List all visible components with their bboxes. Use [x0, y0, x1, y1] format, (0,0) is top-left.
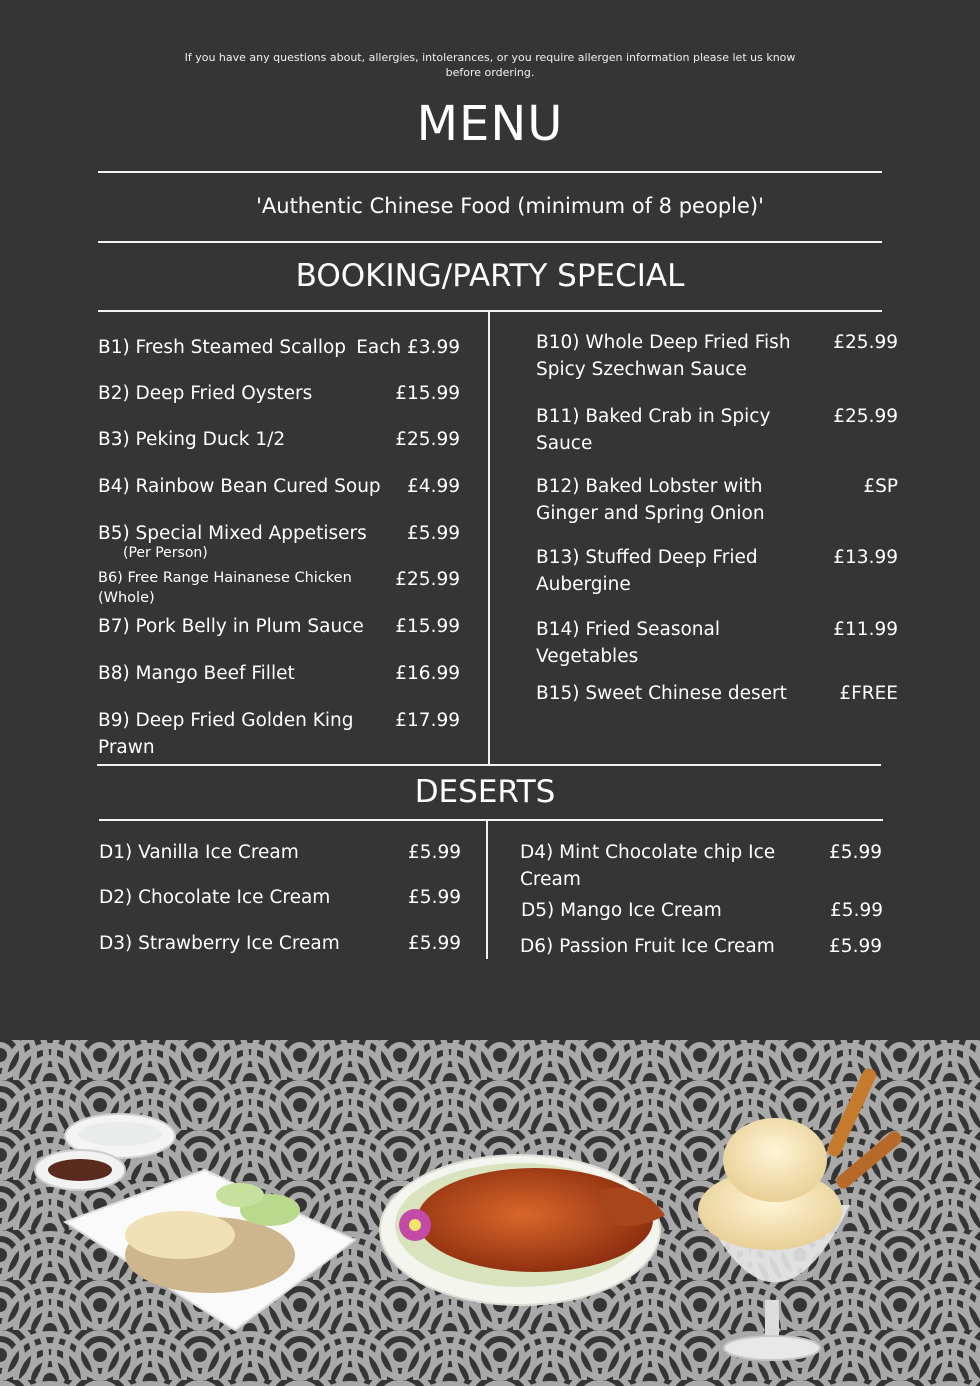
menu-item-b8 — [98, 660, 460, 687]
item-name: D5) Mango Ice Cream — [521, 900, 722, 921]
item-name: D3) Strawberry Ice Cream — [99, 933, 340, 954]
menu-item-b15 — [536, 680, 898, 707]
item-price: £5.99 — [829, 936, 882, 957]
item-price: £16.99 — [395, 663, 460, 684]
menu-item-b9 — [98, 707, 460, 761]
item-price: £25.99 — [395, 429, 460, 450]
booking-section-heading: BOOKING/PARTY SPECIAL — [295, 258, 685, 294]
desert-item-d5 — [521, 897, 883, 924]
item-price: £4.99 — [407, 476, 460, 497]
item-price: £15.99 — [395, 383, 460, 404]
divider — [98, 310, 882, 312]
menu-item-b3 — [98, 426, 460, 453]
item-name: B4) Rainbow Bean Cured Soup — [98, 476, 381, 497]
item-price: £FREE — [839, 683, 898, 704]
menu-item-b14 — [536, 616, 898, 670]
menu-item-b6 — [98, 568, 460, 608]
item-price: £5.99 — [407, 523, 460, 544]
item-name: B10) Whole Deep Fried Fish Spicy Szechwan Sauce — [536, 332, 791, 380]
item-price: £5.99 — [830, 900, 883, 921]
item-name: D4) Mint Chocolate chip Ice Cream — [520, 842, 776, 890]
item-price: Each £3.99 — [356, 337, 460, 358]
deserts-section-heading: DESERTS — [414, 774, 556, 810]
column-divider — [488, 312, 490, 764]
item-price: £5.99 — [408, 887, 461, 908]
desert-item-d2 — [99, 884, 461, 911]
decorative-footer — [0, 1030, 980, 1386]
item-name: B8) Mango Beef Fillet — [98, 663, 295, 684]
menu-item-b2 — [98, 380, 460, 407]
item-price: £15.99 — [395, 616, 460, 637]
menu-item-b11 — [536, 403, 898, 457]
menu-item-b7 — [98, 613, 460, 640]
item-price: £13.99 — [833, 547, 898, 568]
menu-tagline: 'Authentic Chinese Food (minimum of 8 people)' — [256, 194, 764, 218]
desert-item-d4 — [520, 839, 882, 893]
item-name: B7) Pork Belly in Plum Sauce — [98, 616, 364, 637]
item-name: B15) Sweet Chinese desert — [536, 683, 787, 704]
item-name: D2) Chocolate Ice Cream — [99, 887, 331, 908]
desert-item-d6 — [520, 933, 882, 960]
item-price: £25.99 — [833, 332, 898, 353]
item-price: £5.99 — [408, 933, 461, 954]
desert-item-d1 — [99, 839, 461, 866]
menu-item-b13 — [536, 544, 898, 598]
item-name: B12) Baked Lobster with Ginger and Spring Onion — [536, 476, 765, 524]
divider — [98, 171, 882, 173]
item-name: B6) Free Range Hainanese Chicken (Whole) — [98, 570, 352, 606]
item-name: B2) Deep Fried Oysters — [98, 383, 313, 404]
item-name: B13) Stuffed Deep Fried Aubergine — [536, 547, 758, 595]
item-price: £11.99 — [833, 619, 898, 640]
item-price: £25.99 — [395, 569, 460, 590]
item-name: B9) Deep Fried Golden King Prawn — [98, 710, 354, 758]
divider — [97, 764, 881, 766]
item-price: £25.99 — [833, 406, 898, 427]
item-name: B1) Fresh Steamed Scallop — [98, 337, 347, 358]
menu-item-b1 — [98, 334, 460, 361]
item-note: (Per Person) — [123, 545, 208, 561]
item-name: B3) Peking Duck 1/2 — [98, 429, 286, 450]
item-name: B14) Fried Seasonal Vegetables — [536, 619, 720, 667]
menu-item-b10 — [536, 329, 898, 383]
divider — [99, 819, 883, 821]
desert-item-d3 — [99, 930, 461, 957]
allergen-notice: If you have any questions about, allergies, intolerances, or you require allergen information please let us know before ordering. — [184, 51, 796, 79]
item-price: £SP — [863, 476, 898, 497]
item-name: B11) Baked Crab in Spicy Sauce — [536, 406, 771, 454]
menu-item-b5 — [98, 520, 460, 547]
column-divider — [486, 821, 488, 959]
item-price: £5.99 — [408, 842, 461, 863]
item-name: B5) Special Mixed Appetisers — [98, 523, 367, 544]
item-price: £17.99 — [395, 710, 460, 731]
food-illustration — [0, 1030, 980, 1386]
divider — [98, 241, 882, 243]
item-name: D1) Vanilla Ice Cream — [99, 842, 299, 863]
page-title: MENU — [416, 96, 564, 152]
menu-item-b12 — [536, 473, 898, 527]
ice-cream-icon — [723, 1118, 827, 1202]
item-price: £5.99 — [829, 842, 882, 863]
item-name: D6) Passion Fruit Ice Cream — [520, 936, 775, 957]
menu-item-b4 — [98, 473, 460, 500]
